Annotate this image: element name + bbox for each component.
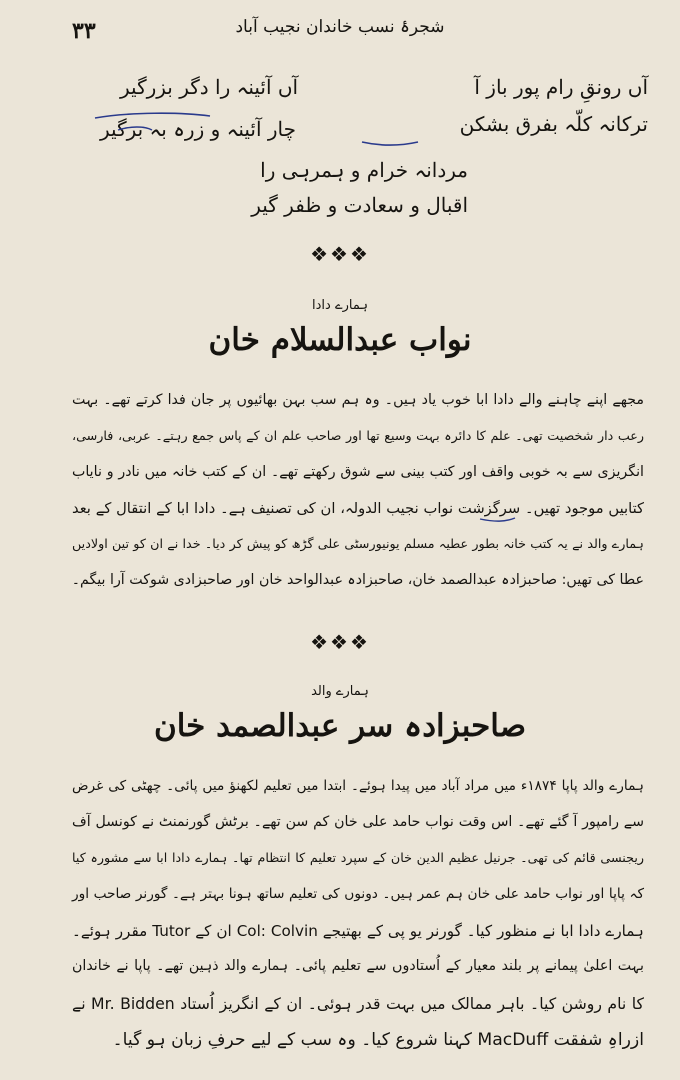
section2-line-5: ہمارے دادا ابا نے منظور کیا۔ گورنر یو پی کے بھتیجے Col: Colvin ان کے Tutor مقرر ہوئے۔ [72, 922, 644, 940]
section2-kicker: ہمارے والد [311, 684, 369, 699]
section1-kicker: ہمارے دادا [312, 298, 368, 313]
section1-heading: نواب عبدالسلام خان [208, 322, 472, 358]
page-number: ۳۳ [72, 18, 96, 44]
section2-line-2: سے رامپور آ گئے تھے۔ اس وقت نواب حامد علی خان کم سن تھے۔ برٹش گورنمنٹ نے کونسل آف [72, 814, 644, 830]
section2-line-7: کا نام روشن کیا۔ باہر ممالک میں بہت قدر ہوئی۔ ان کے انگریز اُستاد Mr. Bidden نے [72, 994, 644, 1013]
section2-line-4: کہ پاپا اور نواب حامد علی خان ہم عمر ہیں۔ دونوں کی تعلیم ساتھ ہونا بہتر ہے۔ گورنر صاحب اور [72, 886, 644, 902]
section1-line-4: کتابیں موجود تھیں۔ سرگزشت نواب نجیب الدولہ، ان کی تصنیف ہے۔ دادا ابا کے انتقال کے بعد [72, 500, 644, 517]
section2-line-1: ہمارے والد پاپا ۱۸۷۴ء میں مراد آباد میں پیدا ہوئے۔ ابتدا میں تعلیم لکھنؤ میں پائی۔ چھٹی کی غرض [72, 778, 645, 794]
pen-stroke-4 [480, 518, 515, 521]
section1-line-6: عطا کی تھیں: صاحبزادہ عبدالصمد خان، صاحبزادہ عبدالواحد خان اور صاحبزادی شوکت آرا بیگم۔ [71, 572, 644, 588]
section1-line-2: رعب دار شخصیت تھی۔ علم کا دائرہ بہت وسیع تھا اور صاحب علم ان کے پاس جمع رہتے۔ عربی، فارسی، [72, 428, 644, 443]
section2-line-6: بہت اعلیٰ پیمانے پر بلند معیار کے اُستادوں سے تعلیم پائی۔ ہمارے والد ذہین تھے۔ پاپا نے خاندان [72, 958, 644, 974]
verse-2-left: چار آئینہ و زرہ بہ برگیر [100, 117, 296, 141]
verse-2-right: ترکانہ کلّہ بفرق بشکن [459, 112, 648, 136]
section1-line-1: مجھے اپنے چاہنے والے دادا ابا خوب یاد ہیں۔ وہ ہم سب بہن بھائیوں پر جان فدا کرتے تھے۔ بہت [72, 392, 644, 408]
section2-line-3: ریجنسی قائم کی تھی۔ جرنیل عظیم الدین خان کے سپرد تعلیم کا انتظام تھا۔ ہمارے دادا ابا سے مشورہ کیا [72, 850, 644, 865]
section1-line-3: انگریزی سے بہ خوبی واقف اور کتب بینی سے شوق رکھتے تھے۔ ان کے کتب خانہ میں نادر و نایاب [72, 464, 644, 480]
section2-heading: صاحبزادہ سر عبدالصمد خان [153, 708, 527, 744]
verse-4: اقبال و سعادت و ظفر گیر [251, 193, 468, 217]
section2-line-8: ازراہِ شفقت MacDuff کہنا شروع کیا۔ وہ سب کے لیے حرفِ زبان ہو گیا۔ [112, 1030, 644, 1050]
verse-3: مردانہ خرام و ہمرہی را [260, 158, 468, 182]
separator-1: ❖❖❖ [310, 242, 370, 266]
separator-2: ❖❖❖ [310, 630, 370, 654]
running-head: شجرۂ نسب خاندان نجیب آباد [235, 17, 445, 37]
verse-1-left: آں آئینہ را دگر بزرگیر [120, 75, 299, 99]
pen-stroke-3 [362, 142, 418, 145]
verse-1-right: آں رونقِ رام پور باز آ [474, 75, 648, 99]
section1-line-5: ہمارے والد نے یہ کتب خانہ بطور عطیہ مسلم یونیورسٹی علی گڑھ کو پیش کر دیا۔ خدا نے ان کو تین اولادیں [72, 536, 644, 551]
